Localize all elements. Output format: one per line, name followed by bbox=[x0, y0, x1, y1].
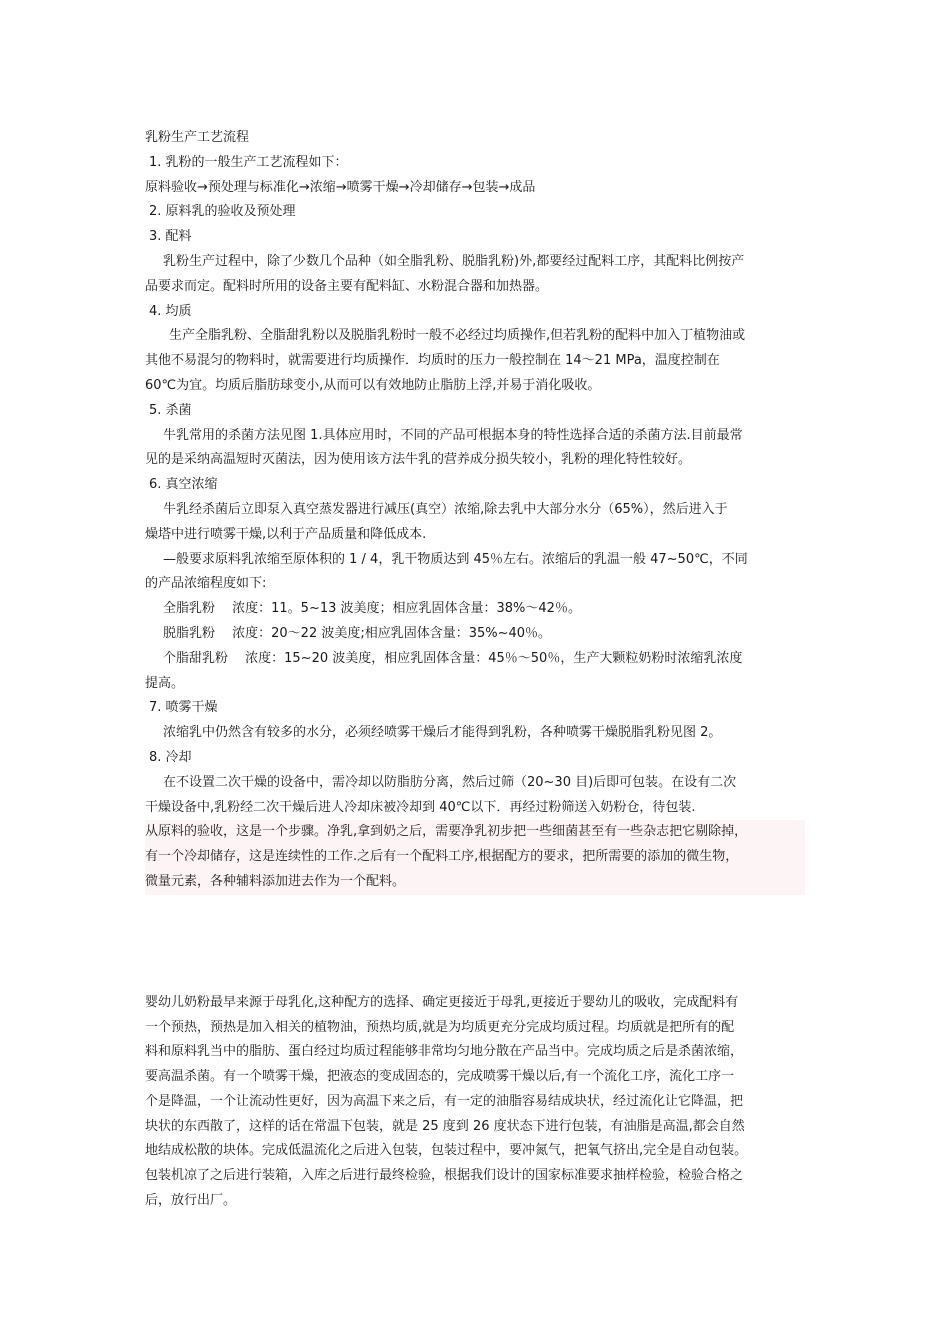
doc-title: 乳粉生产工艺流程 bbox=[145, 130, 250, 145]
text-line: 提高。 bbox=[145, 675, 185, 691]
text-line: 7. 喷雾干燥 bbox=[149, 700, 218, 716]
highlight-line: 从原料的验收，这是一个步骤。净乳,拿到奶之后，需要净乳初步把一些细菌甚至有一些杂志把它剔除掉， bbox=[145, 824, 748, 840]
text-line: 牛乳常用的杀菌方法见图 1.具体应用时，不同的产品可根据本身的特性选择合适的杀菌方法.目前最常 bbox=[163, 427, 743, 443]
text-line: 4. 均质 bbox=[149, 303, 192, 319]
text-line: 品要求而定。配料时所用的设备主要有配料缸、水粉混合器和加热器。 bbox=[145, 278, 549, 294]
text-line: 婴幼儿奶粉最早来源于母乳化,这种配方的选择、确定更接近于母乳,更接近于婴幼儿的吸收，完成配料有 bbox=[145, 994, 739, 1010]
text-line: 6. 真空浓缩 bbox=[149, 477, 218, 493]
text-line: 乳粉生产过程中，除了少数几个品种（如全脂乳粉、脱脂乳粉)外,都要经过配料工序，其配料比例按产 bbox=[163, 253, 745, 269]
text-line: 浓缩乳中仍然含有较多的水分，必须经喷雾干燥后才能得到乳粉，各种喷雾干燥脱脂乳粉见图 2。 bbox=[163, 725, 722, 741]
infant-formula-section bbox=[145, 991, 810, 1214]
text-line: 在不设置二次干燥的设备中，需冷却以防脂肪分离，然后过筛（20~30 目)后即可包装。在设有二次 bbox=[163, 774, 737, 790]
text-line: 要高温杀菌。有一个喷雾干燥，把液态的变成固态的，完成喷雾干燥以后,有一个流化工序，流化工序一 bbox=[145, 1069, 735, 1085]
text-line: 2. 原料乳的验收及预处理 bbox=[149, 204, 296, 220]
text-line: 脱脂乳粉 浓度：20～22 波美度;相应乳固体含量：35%~40％。 bbox=[163, 625, 552, 641]
text-line: 地结成松散的块体。完成低温流化之后进入包装，包装过程中，要冲氮气，把氧气挤出,完全是自动包装。 bbox=[145, 1143, 748, 1159]
text-line: 牛乳经杀菌后立即泵入真空蒸发器进行减压(真空）浓缩,除去乳中大部分水分（65%），然后进入于 bbox=[163, 501, 728, 517]
highlight-line: 微量元素，各种辅料添加进去作为一个配料。 bbox=[145, 873, 406, 889]
text-line: 个是降温，一个让流动性更好，因为高温下来之后，有一定的油脂容易结成块状，经过流化让它降温，把 bbox=[145, 1093, 744, 1109]
text-line: 包装机凉了之后进行装箱，入库之后进行最终检验，根据我们设计的国家标准要求抽样检验，检验合格之 bbox=[145, 1168, 744, 1184]
text-line: 3. 配料 bbox=[149, 229, 192, 245]
text-line: 60℃为宜。均质后脂肪球变小,从而可以有效地防止脂肪上浮,并易于消化吸收。 bbox=[145, 377, 601, 393]
text-line: 个脂甜乳粉 浓度：15~20 波美度，相应乳固体含量：45％～50％，生产大颗粒奶粉时浓缩乳浓度 bbox=[163, 650, 743, 666]
text-line: 1. 乳粉的一般生产工艺流程如下： bbox=[149, 154, 348, 170]
text-line: —般要求原料乳浓缩至原体积的 1 / 4，乳干物质达到 45％左右。浓缩后的乳温一般 47~50℃，不同 bbox=[163, 551, 748, 567]
process-section bbox=[145, 151, 810, 821]
text-line: 原料验收→预处理与标准化→浓缩→喷雾干燥→冷却储存→包装→成品 bbox=[145, 179, 536, 195]
text-line: 燥塔中进行喷雾干燥,以利于产品质量和降低成本. bbox=[145, 526, 427, 542]
text-line: 5. 杀菌 bbox=[149, 402, 192, 418]
text-line: 的产品浓缩程度如下: bbox=[145, 576, 267, 592]
text-line: 生产全脂乳粉、全脂甜乳粉以及脱脂乳粉时一般不必经过均质操作,但若乳粉的配料中加入丁植物油或 bbox=[169, 328, 746, 344]
highlighted-note bbox=[145, 820, 805, 894]
text-line: 全脂乳粉 浓度：11。5~13 波美度；相应乳固体含量：38%～42％。 bbox=[163, 601, 581, 617]
text-line: 干燥设备中,乳粉经二次干燥后进人冷却床被冷却到 40℃以下．再经过粉筛送入奶粉仓，待包装. bbox=[145, 799, 696, 815]
text-line: 见的是采纳高温短时灭菌法，因为使用该方法牛乳的营养成分损失较小，乳粉的理化特性较好。 bbox=[145, 452, 692, 468]
text-line: 一个预热，预热是加入相关的植物油，预热均质,就是为均质更充分完成均质过程。均质就是把所有的配 bbox=[145, 1019, 735, 1035]
text-line: 后，放行出厂。 bbox=[145, 1193, 237, 1209]
text-line: 料和原料乳当中的脂肪、蛋白经过均质过程能够非常均匀地分散在产品当中。完成均质之后是杀菌浓缩， bbox=[145, 1044, 744, 1060]
section-gap bbox=[145, 895, 810, 991]
text-line: 8. 冷却 bbox=[149, 749, 192, 765]
document-body bbox=[145, 126, 810, 1214]
highlight-line: 有一个冷却储存，这是连续性的工作.之后有一个配料工序,根据配方的要求，把所需要的添加的微生物， bbox=[145, 849, 739, 865]
text-line: 其他不易混匀的物料时，就需要进行均质操作．均质时的压力一般控制在 14～21 MPa，温度控制在 bbox=[145, 353, 720, 369]
text-line: 块状的东西散了，这样的话在常温下包装，就是 25 度到 26 度状态下进行包装，有油脂是高温,都会自然 bbox=[145, 1118, 745, 1134]
